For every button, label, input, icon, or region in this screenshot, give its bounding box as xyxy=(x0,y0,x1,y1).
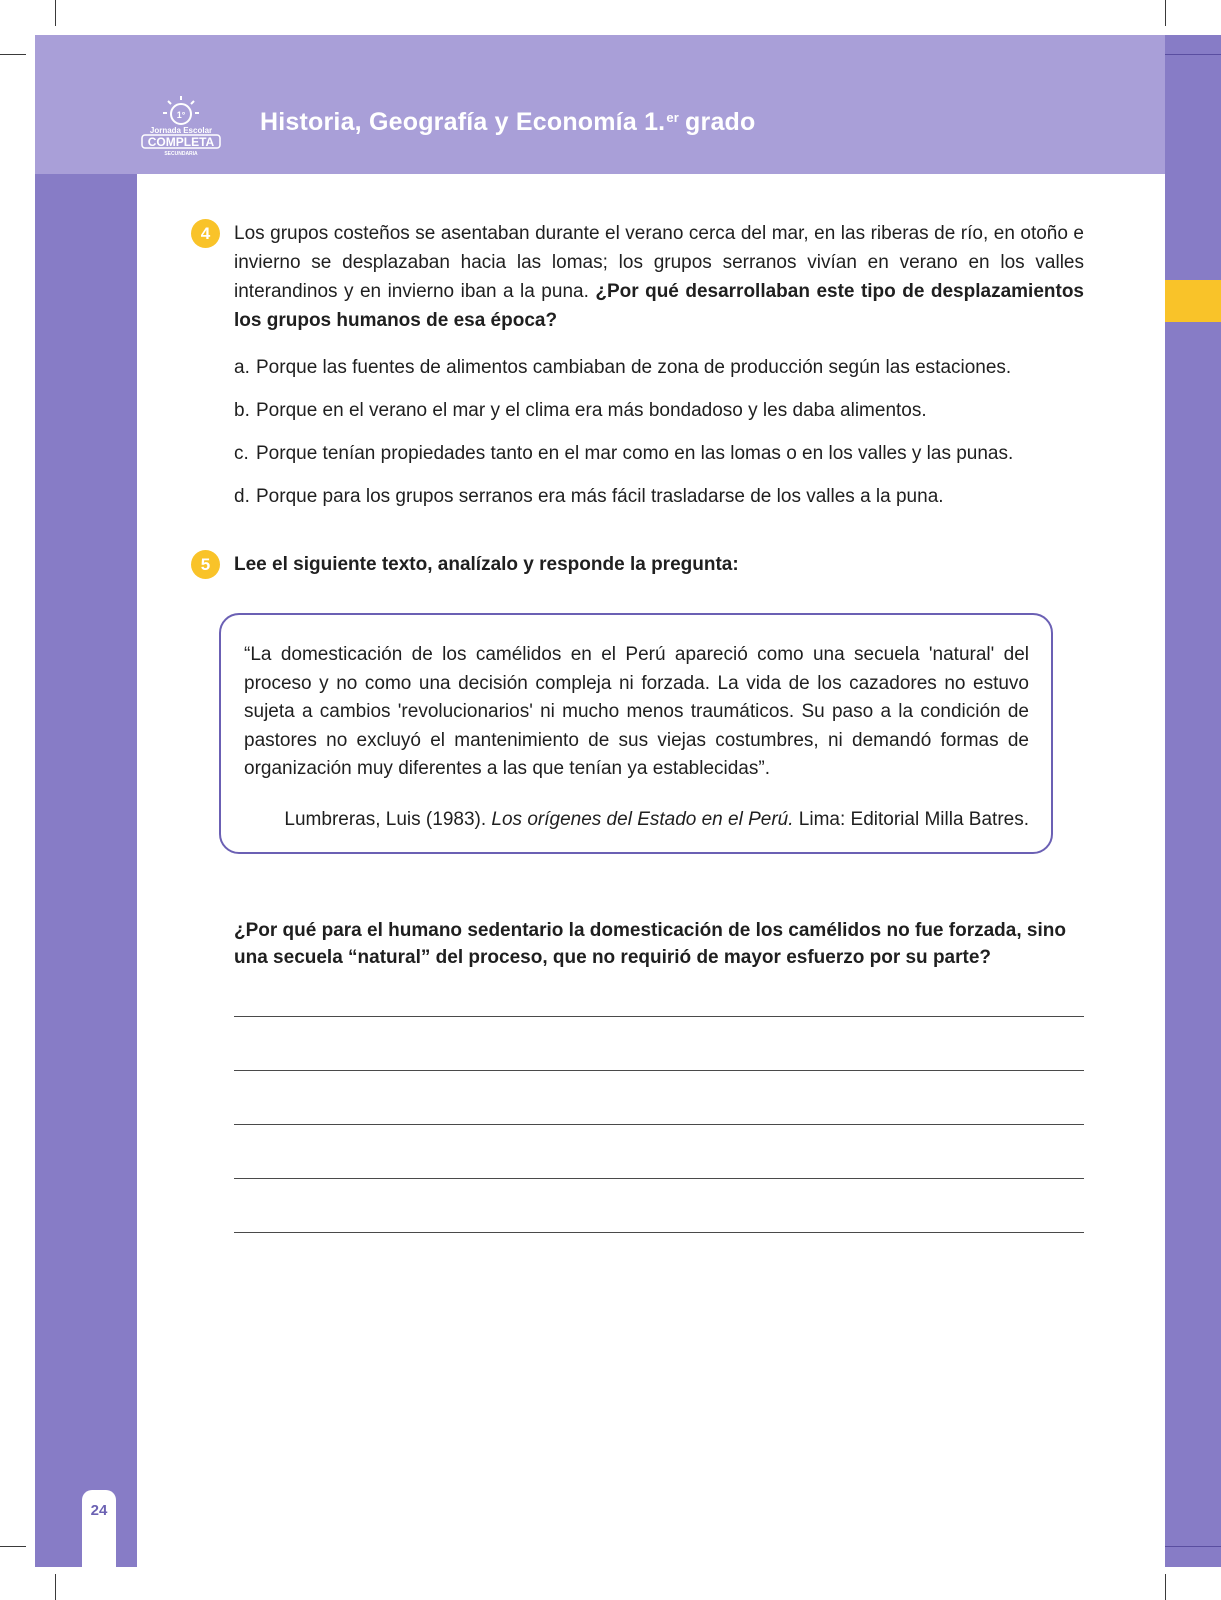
crop-mark xyxy=(55,0,56,26)
question-4-option-c[interactable] xyxy=(234,442,1094,466)
question-4-text xyxy=(234,219,1084,335)
svg-text:1°: 1° xyxy=(176,110,186,120)
option-text: Porque en el verano el mar y el clima era más bondadoso y les daba alimentos. xyxy=(256,400,927,421)
page-number: 24 xyxy=(90,1502,108,1519)
logo-text-top: Jornada Escolar xyxy=(149,126,213,135)
quote-text: “La domesticación de los camélidos en el Perú apareció como una secuela 'natural' del proceso y no como una decisión compleja ni forzada. La vida de los cazadores no estuvo sujeta a cambios 'revolucionarios' ni mucho menos traumáticos. Su paso a la condición de pastores no excluyó el mantenimiento de sus viejas costumbres, ni demandó formas de organización muy diferentes a las que tenían ya establecidas”. xyxy=(244,644,1029,780)
answer-line-5[interactable] xyxy=(234,1232,1084,1233)
question-5-number: 5 xyxy=(191,550,220,579)
crop-mark xyxy=(1165,1574,1166,1600)
crop-mark xyxy=(0,54,26,55)
question-5-instruction: Lee el siguiente texto, analízalo y responde la pregunta: xyxy=(234,554,739,575)
citation-publisher: Lima: Editorial Milla Batres. xyxy=(798,809,1029,830)
answer-line-4[interactable] xyxy=(234,1178,1084,1179)
option-text: Porque las fuentes de alimentos cambiaban de zona de producción según las estaciones. xyxy=(256,357,1012,378)
option-letter: b. xyxy=(234,400,250,421)
question-4-option-d[interactable] xyxy=(234,485,1094,509)
title-main: Historia, Geografía y Economía 1. xyxy=(260,108,666,136)
answer-line-2[interactable] xyxy=(234,1070,1084,1071)
right-crop-line xyxy=(1165,54,1221,55)
crop-mark xyxy=(1165,0,1166,26)
option-letter: d. xyxy=(234,486,250,507)
question-5-prompt: ¿Por qué para el humano sedentario la domesticación de los camélidos no fue forzada, sino una secuela “natural” del proceso, que no requirió de mayor esfuerzo por su parte? xyxy=(234,920,1066,968)
logo-text-main: COMPLETA xyxy=(147,135,215,149)
question-4-prompt: ¿Por qué desarrollaban este tipo de desplazamientos los grupos humanos de esa época? xyxy=(234,281,1084,331)
question-4-intro: Los grupos costeños se asentaban durante el verano cerca del mar, en las riberas de río, en otoño e invierno se desplazaban hacia las lomas; los grupos serranos vivían en verano en los valles interandinos y en invierno iban a la puna. xyxy=(234,223,1084,302)
question-4-number: 4 xyxy=(191,219,220,248)
jornada-escolar-logo xyxy=(138,92,224,158)
logo-text-bottom: SECUNDARIA xyxy=(164,151,198,157)
option-text: Porque para los grupos serranos era más fácil trasladarse de los valles a la puna. xyxy=(256,486,944,507)
title-end: grado xyxy=(685,108,756,136)
title-superscript: er xyxy=(666,110,680,125)
answer-line-3[interactable] xyxy=(234,1124,1084,1125)
right-crop-line xyxy=(1165,1546,1221,1547)
answer-line-1[interactable] xyxy=(234,1016,1084,1017)
section-tab-marker xyxy=(1165,280,1221,322)
crop-mark xyxy=(0,1546,26,1547)
question-4-option-b[interactable] xyxy=(234,399,1094,423)
page-title xyxy=(260,108,756,137)
option-text: Porque tenían propiedades tanto en el mar como en las lomas o en los valles y las punas. xyxy=(256,443,1014,464)
left-side-bar xyxy=(35,174,137,1567)
option-letter: c. xyxy=(234,443,249,464)
citation xyxy=(244,808,1029,832)
right-side-bar xyxy=(1165,35,1221,1567)
question-4-option-a[interactable] xyxy=(234,356,1094,380)
citation-author: Lumbreras, Luis (1983). xyxy=(284,809,487,830)
crop-mark xyxy=(55,1574,56,1600)
citation-title: Los orígenes del Estado en el Perú. xyxy=(491,809,794,830)
option-letter: a. xyxy=(234,357,250,378)
